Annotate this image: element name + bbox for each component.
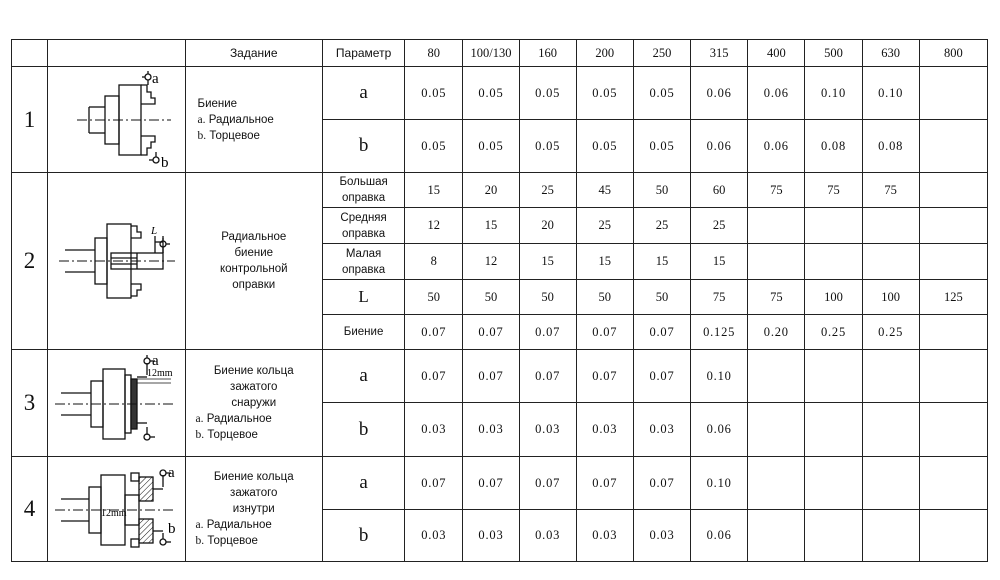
value-cell: 0.05 (576, 120, 633, 173)
diagram-dimension: 12mm (101, 508, 127, 519)
param-label-line: Малая (345, 247, 382, 260)
diagram-cell (48, 173, 185, 350)
task-line: Радиальное (221, 231, 287, 243)
diagram-cell (48, 67, 185, 173)
table-row (12, 457, 988, 510)
value-cell: 0.03 (519, 510, 576, 562)
value-cell: 50 (633, 280, 690, 315)
value-cell: 0.05 (633, 67, 690, 120)
value-cell: 15 (691, 244, 748, 280)
value-cell (862, 244, 919, 280)
value-cell: 45 (576, 173, 633, 208)
task-line: биение (234, 247, 274, 259)
value-cell: 8 (405, 244, 463, 280)
value-cell (748, 510, 805, 562)
task-line: изнутри (232, 503, 275, 515)
value-cell: 0.05 (633, 120, 690, 173)
value-cell: 0.125 (691, 315, 748, 350)
value-cell: 0.05 (519, 120, 576, 173)
value-cell: 0.05 (519, 67, 576, 120)
value-cell: 50 (519, 280, 576, 315)
value-cell: 50 (633, 173, 690, 208)
value-cell: 0.05 (576, 67, 633, 120)
value-cell (748, 403, 805, 457)
value-cell (862, 457, 919, 510)
value-cell: 0.07 (633, 315, 690, 350)
value-cell (805, 350, 862, 403)
param-label-line: оправка (341, 227, 386, 240)
param-label (322, 244, 404, 280)
task-item-text: Торцевое (207, 535, 258, 547)
value-cell: 0.07 (405, 350, 463, 403)
row-number: 4 (12, 457, 48, 562)
value-cell (862, 350, 919, 403)
header-size: 80 (405, 40, 463, 67)
task-line: Биение кольца (213, 365, 294, 377)
value-cell: 0.07 (576, 457, 633, 510)
value-cell (862, 403, 919, 457)
value-cell: 0.08 (862, 120, 919, 173)
task-line: оправки (232, 279, 276, 291)
value-cell: 0.06 (691, 67, 748, 120)
value-cell (919, 350, 987, 403)
task-item-axial (186, 427, 322, 443)
value-cell (919, 120, 987, 173)
value-cell: 0.07 (519, 350, 576, 403)
value-cell: 75 (748, 173, 805, 208)
param-label (322, 173, 404, 208)
value-cell (919, 315, 987, 350)
value-cell (748, 208, 805, 244)
value-cell: 12 (405, 208, 463, 244)
header-size: 500 (805, 40, 862, 67)
value-cell: 60 (691, 173, 748, 208)
value-cell: 0.05 (405, 67, 463, 120)
header-size: 400 (748, 40, 805, 67)
value-cell: 15 (405, 173, 463, 208)
value-cell: 15 (519, 244, 576, 280)
value-cell: 0.07 (576, 350, 633, 403)
spec-table-container (11, 39, 988, 562)
param-label: b (322, 403, 404, 457)
param-label: a (322, 457, 404, 510)
param-label: L (322, 280, 404, 315)
value-cell: 0.03 (576, 510, 633, 562)
value-cell (919, 208, 987, 244)
param-label (322, 208, 404, 244)
header-size: 160 (519, 40, 576, 67)
header-size: 315 (691, 40, 748, 67)
value-cell (862, 208, 919, 244)
header-param: Параметр (322, 40, 404, 67)
value-cell (919, 67, 987, 120)
value-cell: 50 (576, 280, 633, 315)
value-cell (805, 457, 862, 510)
value-cell: 0.07 (463, 350, 519, 403)
value-cell: 0.03 (463, 510, 519, 562)
task-item-text: Радиальное (208, 113, 274, 126)
header-size: 630 (862, 40, 919, 67)
param-label: a (322, 67, 404, 120)
param-label-line: оправка (341, 192, 386, 204)
task-item-mark: a. (197, 113, 206, 126)
value-cell: 0.03 (633, 403, 690, 457)
value-cell: 0.07 (519, 315, 576, 350)
value-cell: 0.25 (862, 315, 919, 350)
table-row (12, 67, 988, 120)
param-label: b (322, 510, 404, 562)
ring-inner-clamp-diagram (51, 459, 181, 559)
task-item-radial (186, 411, 322, 427)
header-size: 800 (919, 40, 987, 67)
header-size: 200 (576, 40, 633, 67)
diagram-label-b: b (161, 154, 169, 170)
value-cell (748, 244, 805, 280)
value-cell (919, 457, 987, 510)
value-cell (805, 208, 862, 244)
value-cell: 75 (748, 280, 805, 315)
header-size: 100/130 (463, 40, 519, 67)
value-cell: 25 (633, 208, 690, 244)
task-item-radial (198, 112, 322, 128)
value-cell: 0.07 (463, 315, 519, 350)
value-cell: 0.06 (748, 67, 805, 120)
diagram-dimension: 12mm (147, 368, 173, 379)
value-cell: 100 (805, 280, 862, 315)
task-item-mark: b. (195, 429, 205, 441)
value-cell (748, 350, 805, 403)
header-task: Задание (185, 40, 322, 67)
value-cell: 20 (519, 208, 576, 244)
value-cell (919, 244, 987, 280)
task-description (185, 350, 322, 457)
task-item-mark: b. (197, 129, 207, 142)
value-cell: 15 (576, 244, 633, 280)
table-row (12, 173, 988, 208)
header-row (12, 40, 988, 67)
value-cell: 0.07 (405, 457, 463, 510)
task-item-mark: a. (195, 413, 204, 425)
row-number: 2 (12, 173, 48, 350)
value-cell: 0.05 (463, 67, 519, 120)
task-item-mark: a. (195, 519, 204, 531)
param-label: a (322, 350, 404, 403)
value-cell: 0.05 (405, 120, 463, 173)
value-cell: 50 (463, 280, 519, 315)
task-description (185, 67, 322, 173)
value-cell: 75 (805, 173, 862, 208)
value-cell: 50 (405, 280, 463, 315)
value-cell: 15 (633, 244, 690, 280)
value-cell: 0.06 (748, 120, 805, 173)
value-cell: 0.10 (691, 457, 748, 510)
task-item-axial (186, 533, 322, 549)
diagram-label-b: b (168, 521, 176, 537)
value-cell: 75 (862, 173, 919, 208)
value-cell: 0.03 (576, 403, 633, 457)
value-cell: 20 (463, 173, 519, 208)
task-line: контрольной (219, 263, 288, 275)
value-cell: 25 (691, 208, 748, 244)
diagram-label-a: a (152, 70, 159, 87)
value-cell: 75 (691, 280, 748, 315)
param-label: Биение (322, 315, 404, 350)
table-row (12, 350, 988, 403)
value-cell: 0.07 (519, 457, 576, 510)
value-cell: 25 (519, 173, 576, 208)
value-cell: 0.20 (748, 315, 805, 350)
task-title: Биение (197, 97, 238, 110)
value-cell: 0.03 (633, 510, 690, 562)
value-cell: 0.07 (576, 315, 633, 350)
param-label-line: Средняя (340, 211, 387, 224)
value-cell (805, 510, 862, 562)
param-label: b (322, 120, 404, 173)
value-cell: 0.06 (691, 510, 748, 562)
value-cell: 25 (576, 208, 633, 244)
task-item-radial (186, 517, 322, 533)
value-cell: 0.05 (463, 120, 519, 173)
value-cell: 0.10 (691, 350, 748, 403)
header-diagram-cell (48, 40, 185, 67)
task-item-text: Торцевое (209, 129, 260, 142)
value-cell: 15 (463, 208, 519, 244)
value-cell: 0.07 (633, 457, 690, 510)
value-cell: 12 (463, 244, 519, 280)
task-item-text: Радиальное (206, 519, 272, 531)
diagram-label-a: a (168, 465, 175, 481)
value-cell: 0.03 (405, 403, 463, 457)
param-label-line: оправка (341, 263, 386, 276)
value-cell (919, 403, 987, 457)
row-number: 3 (12, 350, 48, 457)
task-line: зажатого (230, 381, 278, 393)
task-item-mark: b. (195, 535, 205, 547)
value-cell (919, 173, 987, 208)
value-cell: 0.07 (463, 457, 519, 510)
arbor-runout-diagram (51, 206, 181, 316)
task-line: снаружи (231, 397, 277, 409)
value-cell: 0.06 (691, 403, 748, 457)
runout-spec-table (11, 39, 988, 562)
param-label-line: Большая (339, 176, 388, 188)
value-cell: 0.10 (862, 67, 919, 120)
task-line: зажатого (230, 487, 278, 499)
value-cell: 0.08 (805, 120, 862, 173)
value-cell: 0.10 (805, 67, 862, 120)
value-cell: 0.07 (405, 315, 463, 350)
runout-diagram-1 (51, 70, 181, 170)
diagram-label-a: a (152, 353, 159, 369)
task-item-axial (198, 128, 322, 144)
value-cell: 125 (919, 280, 987, 315)
task-item-text: Торцевое (207, 429, 258, 441)
value-cell: 0.07 (633, 350, 690, 403)
value-cell: 0.03 (463, 403, 519, 457)
diagram-label-l: L (151, 225, 158, 237)
task-line: Биение кольца (213, 471, 294, 483)
value-cell: 0.06 (691, 120, 748, 173)
value-cell: 0.03 (405, 510, 463, 562)
value-cell (805, 244, 862, 280)
row-number: 1 (12, 67, 48, 173)
value-cell (862, 510, 919, 562)
header-num-cell (12, 40, 48, 67)
task-item-text: Радиальное (206, 413, 272, 425)
value-cell: 100 (862, 280, 919, 315)
value-cell (919, 510, 987, 562)
ring-outer-clamp-diagram (51, 353, 181, 453)
value-cell: 0.25 (805, 315, 862, 350)
task-description (185, 457, 322, 562)
diagram-cell (48, 457, 185, 562)
value-cell: 0.03 (519, 403, 576, 457)
task-description (185, 173, 322, 350)
diagram-cell (48, 350, 185, 457)
value-cell (748, 457, 805, 510)
header-size: 250 (633, 40, 690, 67)
value-cell (805, 403, 862, 457)
